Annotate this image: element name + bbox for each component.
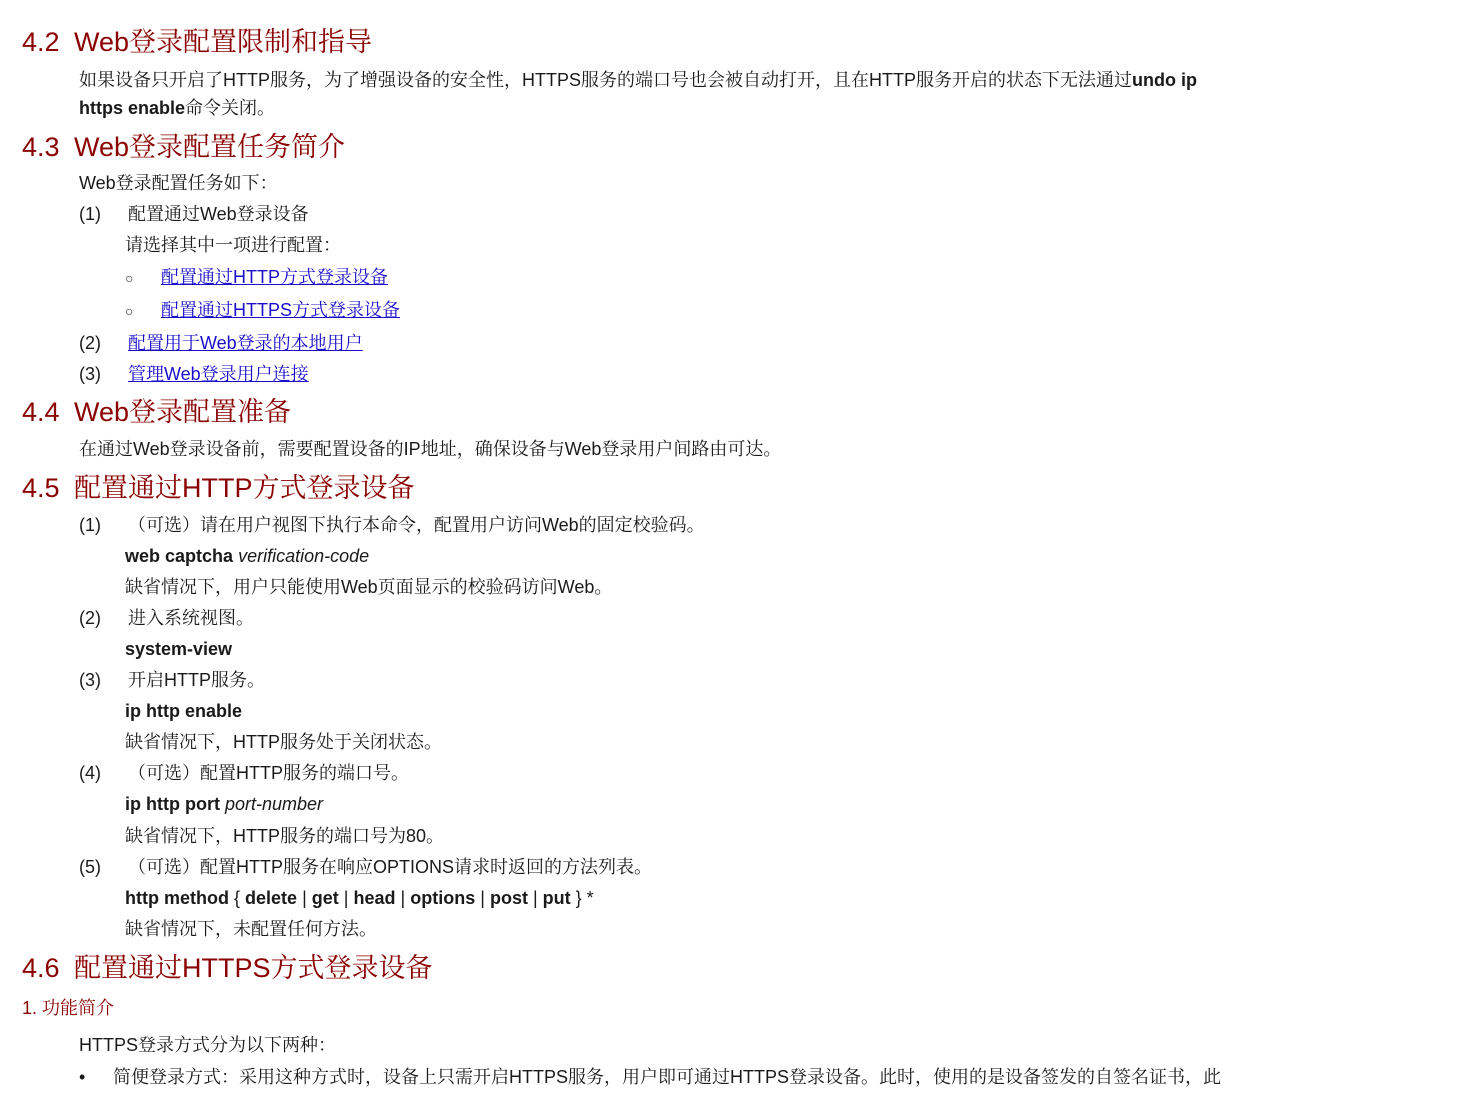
bullet-item [125,265,388,290]
paragraph: HTTPS登录方式分为以下两种： [79,1035,336,1055]
section-heading-4-6 [22,951,433,985]
syntax-brace: } * [575,888,594,908]
section-title: 配置通过HTTPS方式登录设备 [74,953,433,983]
section-heading-4-3 [22,130,345,164]
section-title: Web登录配置限制和指导 [74,27,373,57]
command-keyword: web captcha [125,546,234,566]
syntax-separator: | [480,888,485,908]
link-local-user[interactable]: 配置用于Web登录的本地用户 [128,333,363,353]
command-line [125,792,323,816]
paragraph: 在通过Web登录设备前，需要配置设备的IP地址，确保设备与Web登录用户间路由可达。 [79,439,782,459]
default-note: 缺省情况下，HTTP服务的端口号为80。 [125,826,445,846]
list-number: (1) [79,204,101,224]
section-heading-4-4 [22,395,291,429]
circle-bullet-icon: ○ [125,270,134,286]
command-line [125,699,242,723]
default-note: 缺省情况下，未配置任何方法。 [125,919,377,939]
bullet-item [125,298,400,323]
list-number: (2) [79,333,101,353]
step-text: 进入系统视图。 [128,608,254,628]
section-number: 4.4 [22,397,60,427]
step-text: 开启HTTP服务。 [128,670,265,690]
paragraph-text: 命令关闭。 [185,98,276,118]
command-option: post [489,888,528,908]
section-number: 4.5 [22,473,60,503]
step-number: (3) [79,670,101,690]
step-text: （可选）配置HTTP服务在响应OPTIONS请求时返回的方法列表。 [128,857,653,877]
section-heading-4-5 [22,471,415,505]
command-line [125,544,369,568]
step-item [79,668,265,692]
command-keyword: undo ip [1132,70,1197,90]
step-item [79,513,705,537]
command-option: options [410,888,476,908]
link-http-login[interactable]: 配置通过HTTP方式登录设备 [161,267,388,287]
step-text: （可选）配置HTTP服务的端口号。 [128,763,409,783]
command-keyword: https enable [79,98,186,118]
command-argument: verification-code [238,546,370,566]
syntax-brace: { [234,888,241,908]
syntax-separator: | [400,888,406,908]
command-option: get [311,888,339,908]
bullet-item [79,1065,1221,1089]
command-option: delete [245,888,298,908]
command-keyword: http method [125,888,229,908]
command-line [125,637,232,661]
default-note: 缺省情况下，HTTP服务处于关闭状态。 [125,732,442,752]
section-number: 4.2 [22,27,60,57]
command-line [125,886,594,910]
syntax-separator: | [532,888,538,908]
list-number: (3) [79,364,101,384]
section-heading-4-2 [22,25,372,59]
command-keyword: ip http port [125,794,220,814]
step-number: (5) [79,857,101,877]
list-item-text: 配置通过Web登录设备 [128,204,309,224]
list-item [79,202,309,226]
paragraph-continued [79,96,275,120]
syntax-separator: | [343,888,349,908]
step-item [79,855,652,879]
command-option: head [353,888,396,908]
list-item [79,362,309,386]
section-title: Web登录配置准备 [74,397,292,427]
section-title: Web登录配置任务简介 [74,132,346,162]
step-item [79,606,254,630]
circle-bullet-icon: ○ [125,303,134,319]
list-item [79,331,363,355]
command-keyword: system-view [125,639,233,659]
link-https-login[interactable]: 配置通过HTTPS方式登录设备 [161,300,400,320]
step-item [79,761,409,785]
command-option: put [542,888,571,908]
list-item-note: 请选择其中一项进行配置： [125,235,341,255]
paragraph: Web登录配置任务如下： [79,173,278,193]
paragraph-text: 如果设备只开启了HTTP服务，为了增强设备的安全性，HTTPS服务的端口号也会被自动打开，且在HTTP服务开启的状态下无法通过 [79,70,1132,90]
step-number: (2) [79,608,101,628]
command-keyword: ip http enable [125,701,242,721]
paragraph [79,68,1197,92]
default-note: 缺省情况下，用户只能使用Web页面显示的校验码访问Web。 [125,577,613,597]
bullet-text: 简便登录方式：采用这种方式时，设备上只需开启HTTPS服务，用户即可通过HTTPS登录设备。此时，使用的是设备签发的自签名证书，此 [113,1067,1221,1087]
step-number: (4) [79,763,101,783]
step-text: （可选）请在用户视图下执行本命令，配置用户访问Web的固定校验码。 [128,515,705,535]
syntax-separator: | [302,888,307,908]
subsection-heading: 1. 功能简介 [22,998,115,1018]
step-number: (1) [79,515,101,535]
dot-bullet-icon: • [79,1067,86,1087]
section-title: 配置通过HTTP方式登录设备 [74,473,415,503]
section-number: 4.6 [22,953,60,983]
command-argument: port-number [224,794,324,814]
link-manage-connections[interactable]: 管理Web登录用户连接 [128,364,309,384]
section-number: 4.3 [22,132,60,162]
